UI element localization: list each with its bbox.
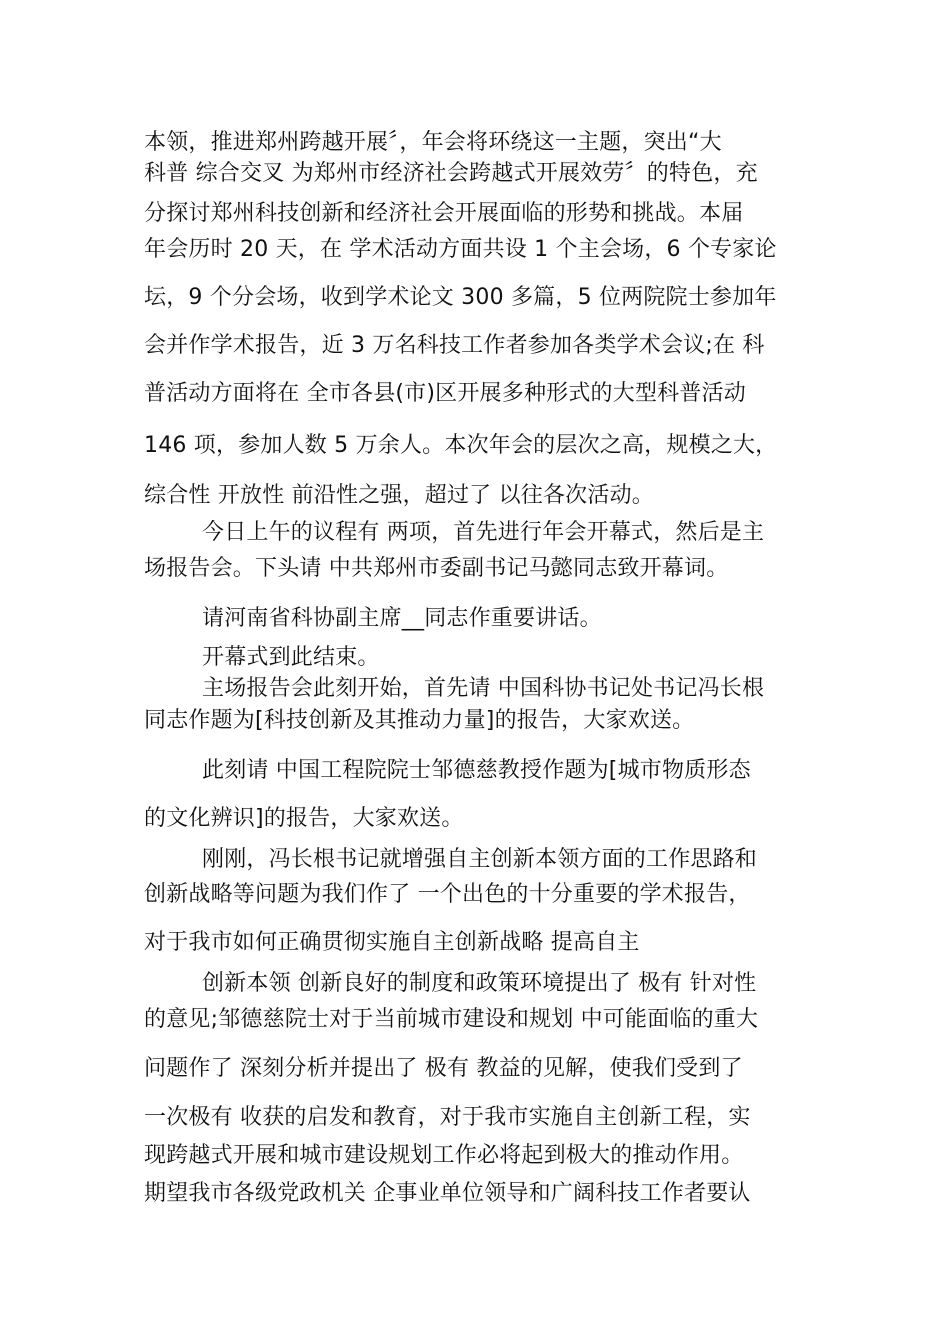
text-line: 综合性 开放性 前沿性之强，超过了 以往各次活动。 — [144, 483, 654, 508]
text-line: 期望我市各级党政机关 企事业单位领导和广阔科技工作者要认 — [144, 1181, 751, 1206]
text-line: 今日上午的议程有 两项，首先进行年会开幕式，然后是主 — [202, 520, 765, 545]
text-line: 普活动方面将在 全市各县(市)区开展多种形式的大型科普活动 — [144, 381, 746, 406]
text-line: 创新战略等问题为我们作了 一个出色的十分重要的学术报告， — [144, 882, 751, 907]
text-line: 本领，推进郑州跨越开展〞，年会将环绕这一主题，突出“大 — [144, 130, 722, 155]
text-line: 场报告会。下头请 中共郑州市委副书记马懿同志致开幕词。 — [144, 556, 729, 581]
text-line: 一次极有 收获的启发和教育，对于我市实施自主创新工程，实 — [144, 1105, 751, 1130]
text-line: 坛，9 个分会场，收到学术论文 300 多篇，5 位两院院士参加年 — [144, 285, 777, 310]
text-line: 对于我市如何正确贯彻实施自主创新战略 提高自主 — [144, 930, 640, 955]
text-line: 分探讨郑州科技创新和经济社会开展面临的形势和挑战。本届 — [144, 201, 744, 226]
text-line: 同志作题为[科技创新及其推动力量]的报告，大家欢送。 — [144, 708, 695, 733]
text-line: 开幕式到此结束。 — [202, 645, 380, 670]
text-line: 创新本领 创新良好的制度和政策环境提出了 极有 针对性 — [202, 971, 757, 996]
text-line: 请河南省科协副主席__同志作重要讲话。 — [202, 606, 602, 631]
text-line: 的文化辨识]的报告，大家欢送。 — [144, 806, 464, 831]
text-line: 会并作学术报告，近 3 万名科技工作者参加各类学术会议;在 科 — [144, 333, 765, 358]
text-line: 的意见;邹德慈院士对于当前城市建设和规划 中可能面临的重大 — [144, 1007, 759, 1032]
text-line: 刚刚，冯长根书记就增强自主创新本领方面的工作思路和 — [202, 847, 758, 872]
text-line: 主场报告会此刻开始，首先请 中国科协书记处书记冯长根 — [202, 676, 765, 701]
text-line: 年会历时 20 天，在 学术活动方面共设 1 个主会场，6 个专家论 — [144, 237, 777, 262]
text-line: 科普 综合交叉 为郑州市经济社会跨越式开展效劳〞的特色，充 — [144, 161, 758, 186]
text-line: 146 项，参加人数 5 万余人。本次年会的层次之高，规模之大， — [144, 433, 778, 458]
text-line: 此刻请 中国工程院院士邹德慈教授作题为[城市物质形态 — [202, 758, 751, 783]
text-line: 问题作了 深刻分析并提出了 极有 教益的见解，使我们受到了 — [144, 1056, 743, 1081]
text-line: 现跨越式开展和城市建设规划工作必将起到极大的推动作用。 — [144, 1143, 744, 1168]
